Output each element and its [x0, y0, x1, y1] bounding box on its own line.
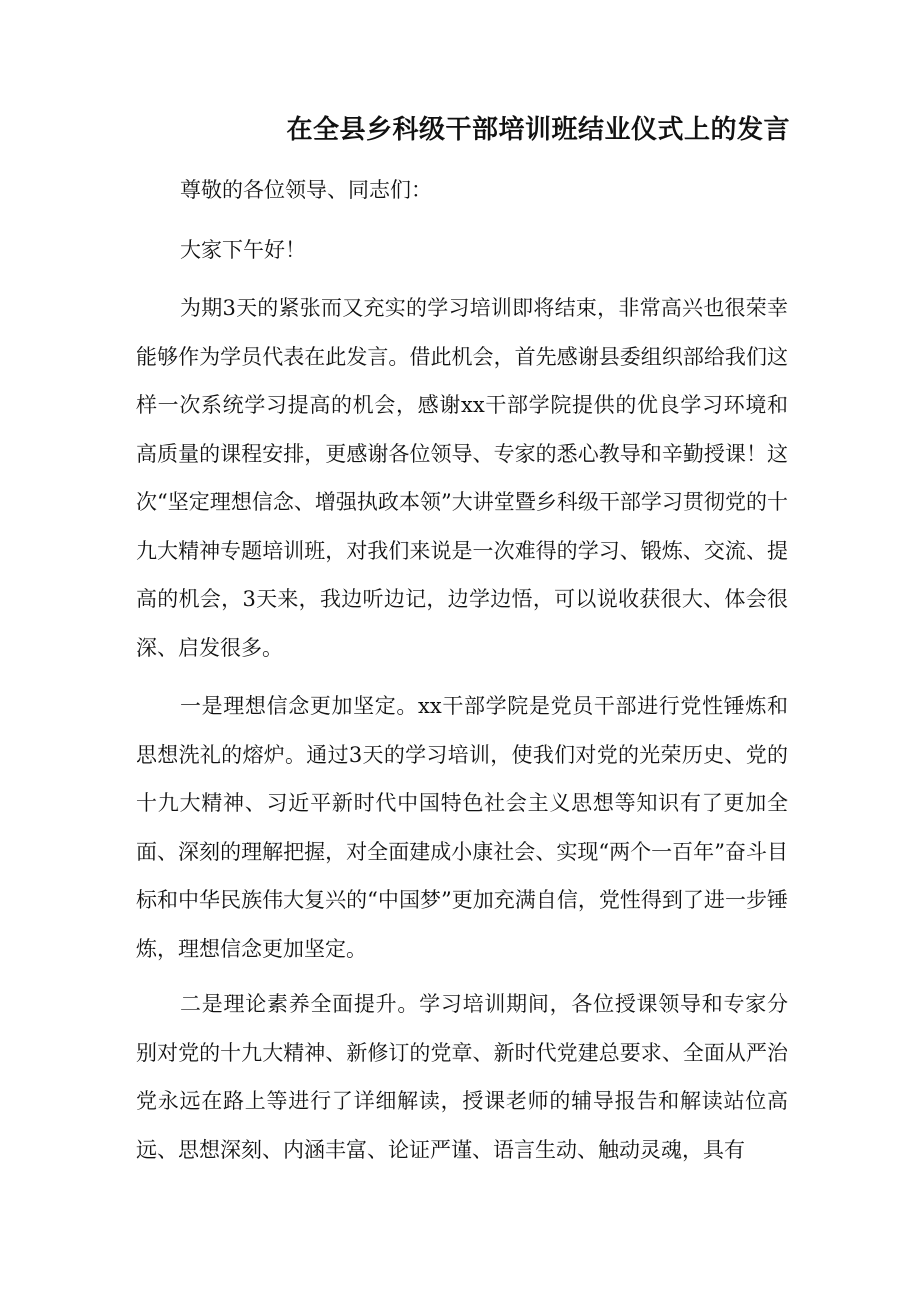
salutation-line: 大家下午好！ — [180, 238, 306, 262]
paragraph-point-one: 一是理想信念更加坚定。xx干部学院是党员干部进行党性锤炼和思想洗礼的熔炉。通过3天的学习培训，使我们对党的光荣历史、党的十九大精神、习近平新时代中国特色社会主义思想等知识有了更加全面、深刻的理解把握，对全面建成小康社会、实现“两个一百年”奋斗目标和中华民族伟大复兴的“中国梦”更加充满自信，党性得到了进一步锤炼，理想信念更加坚定。 — [136, 694, 788, 961]
document-title: 在全县乡科级干部培训班结业仪式上的发言 — [286, 115, 790, 145]
paragraph-point-two: 二是理论素养全面提升。学习培训期间，各位授课领导和专家分别对党的十九大精神、新修订的党章、新时代党建总要求、全面从严治党永远在路上等进行了详细解读，授课老师的辅导报告和解读站位高远、思想深刻、内涵丰富、论证严谨、语言生动、触动灵魂，具有 — [136, 992, 788, 1162]
greeting-line: 尊敬的各位领导、同志们： — [180, 178, 432, 202]
paragraph-intro: 为期3天的紧张而又充实的学习培训即将结束，非常高兴也很荣幸能够作为学员代表在此发言。借此机会，首先感谢县委组织部给我们这样一次系统学习提高的机会，感谢xx干部学院提供的优良学习环境和高质量的课程安排，更感谢各位领导、专家的悉心教导和辛勤授课！这次“坚定理想信念、增强执政本领”大讲堂暨乡科级干部学习贯彻党的十九大精神专题培训班，对我们来说是一次难得的学习、锻炼、交流、提高的机会，3天来，我边听边记，边学边悟，可以说收获很大、体会很深、启发很多。 — [136, 296, 788, 660]
